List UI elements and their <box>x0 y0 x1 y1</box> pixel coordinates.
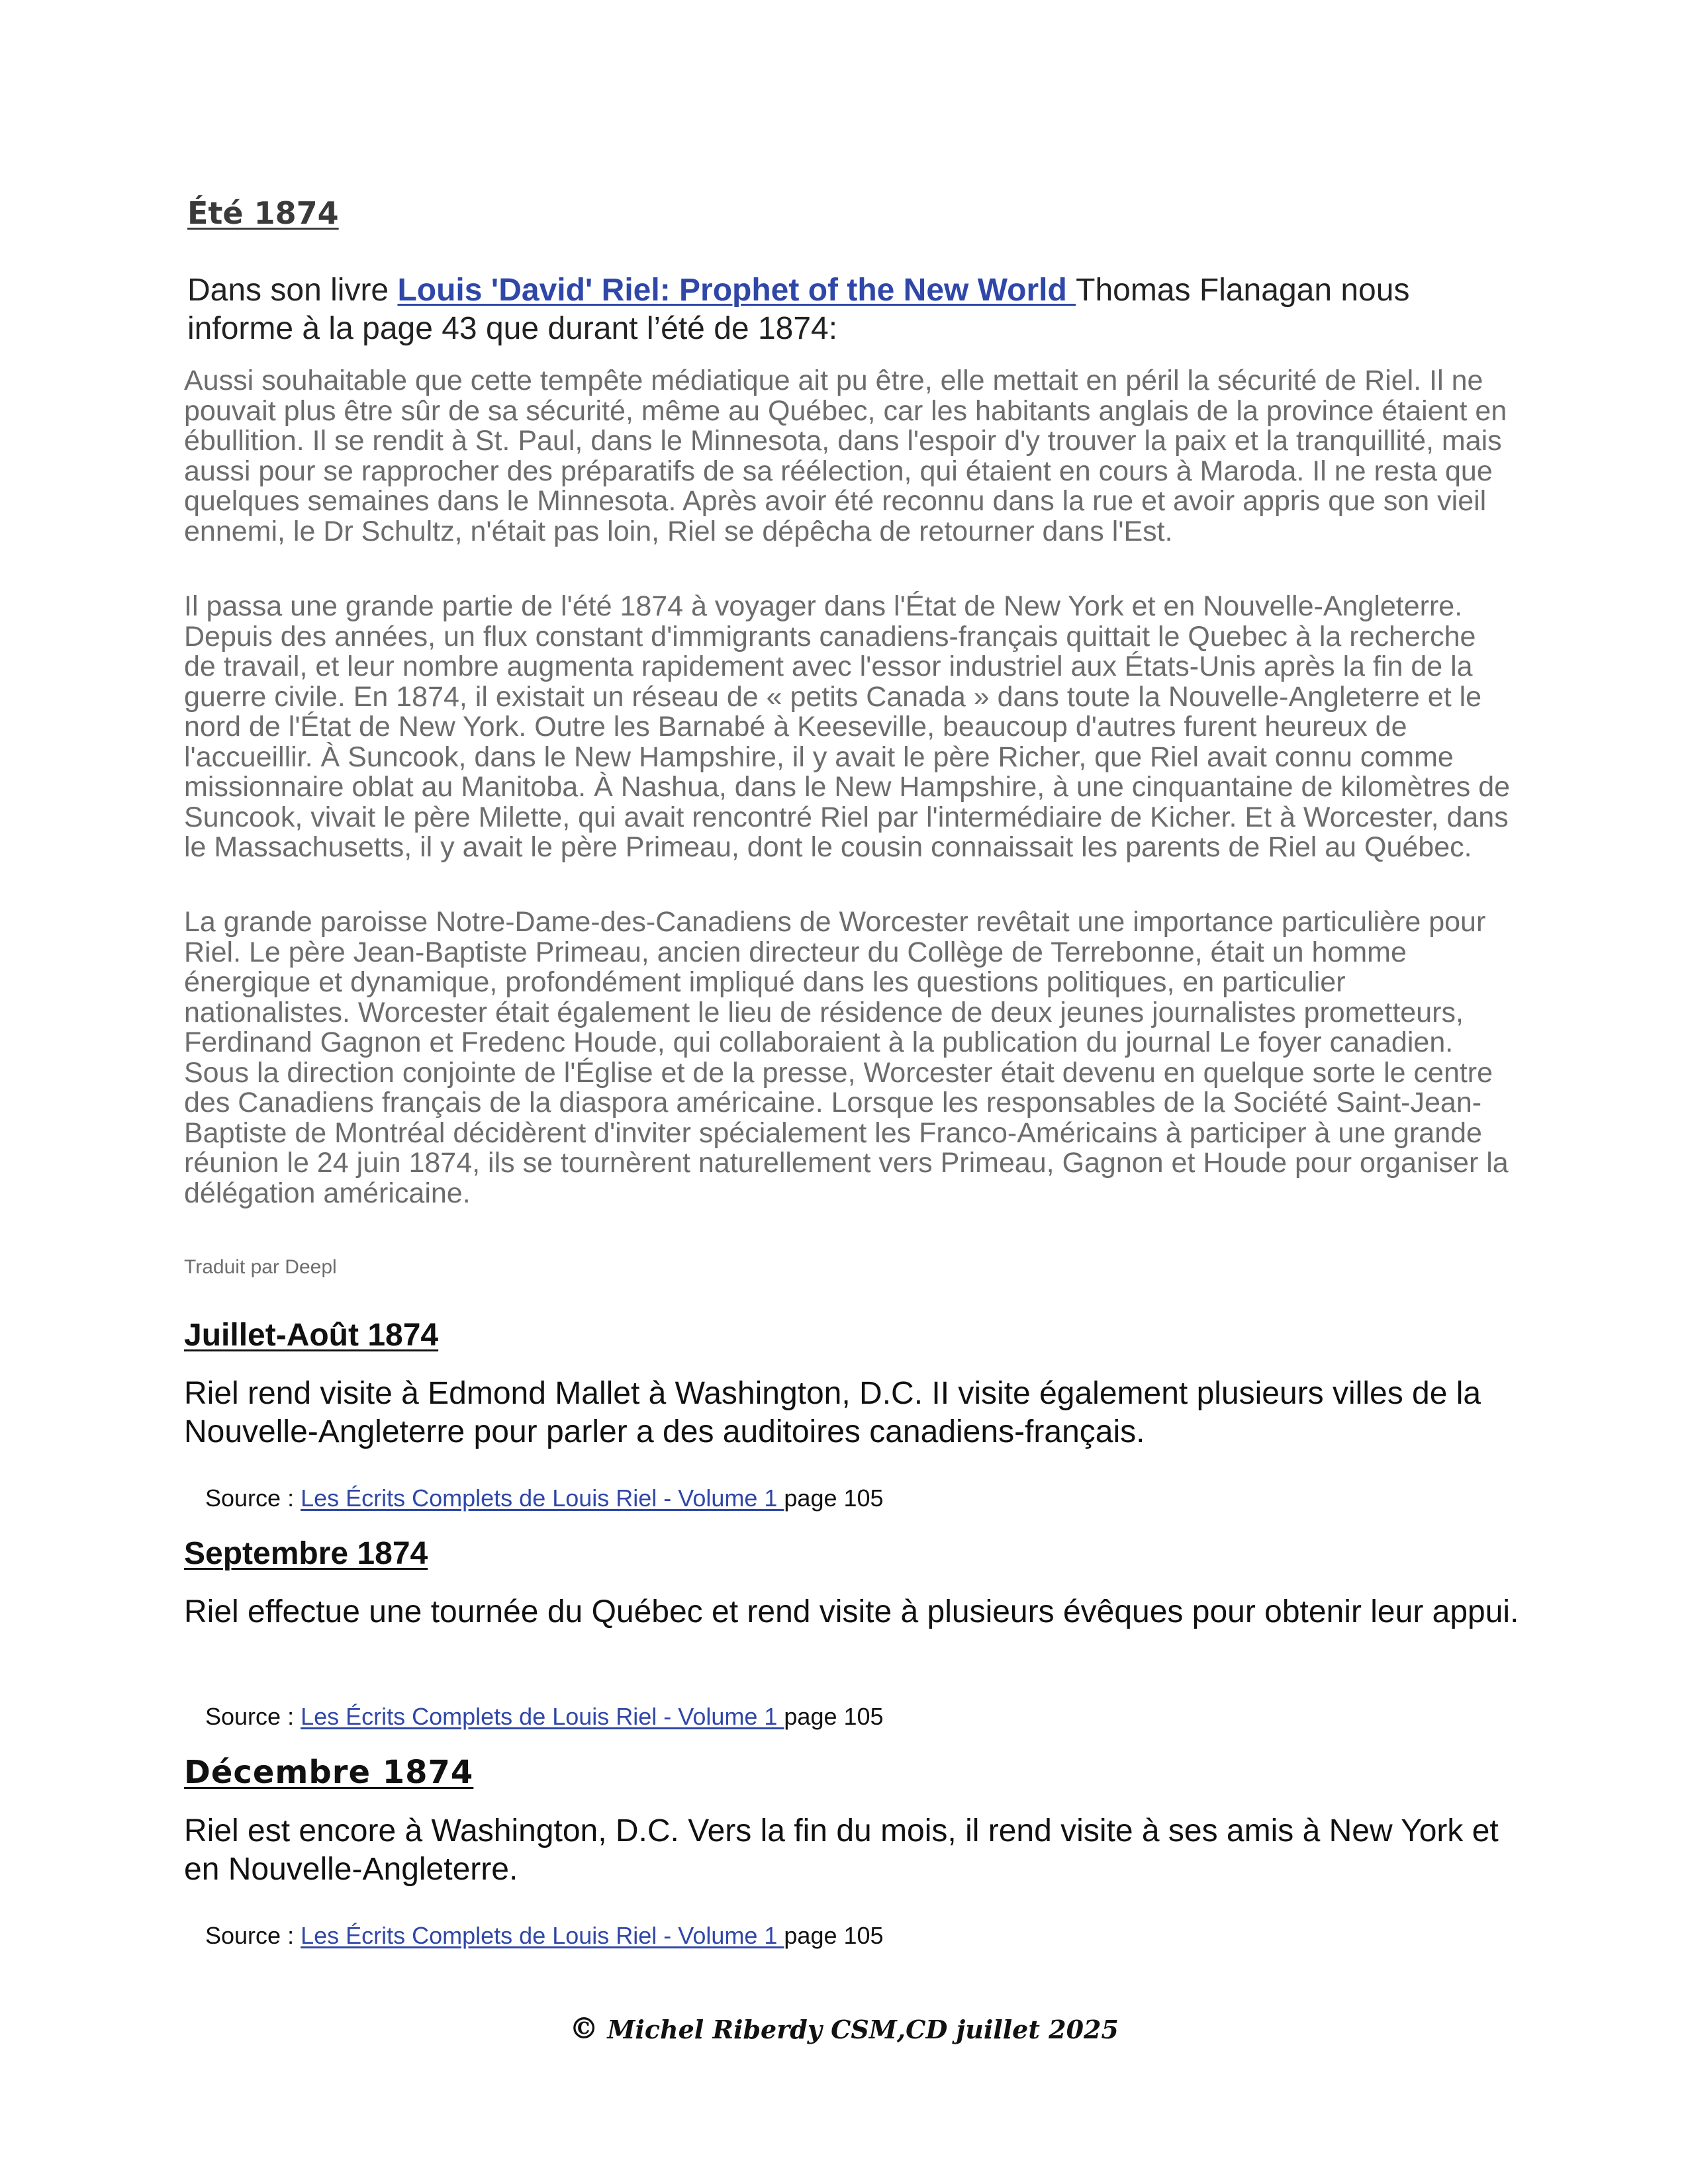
source-label: Source : <box>205 1484 301 1512</box>
translation-credit: Traduit par Deepl <box>184 1256 337 1278</box>
book-link[interactable]: Louis 'David' Riel: Prophet of the New World <box>397 273 1076 308</box>
quote-block-3 <box>184 907 1541 1208</box>
summer-intro <box>187 271 1485 348</box>
source-link[interactable]: Les Écrits Complets de Louis Riel - Volume 1 <box>301 1703 784 1730</box>
entry-heading: Juillet-Août 1874 <box>184 1318 439 1353</box>
entry-september-source <box>184 1703 1541 1731</box>
quote-paragraph: Il passa une grande partie de l'été 1874 à voyager dans l'État de New York et en Nouvelle-Angleterre. Depuis des années, un flux constant d'immigrants canadiens-français quittait le Quebec à la recherche de travail, et leur nombre augmenta rapidement avec l'essor industriel aux États-Unis après la fin de la guerre civile. En 1874, il existait un réseau de « petits Canada » dans toute la Nouvelle-Angleterre et le nord de l'État de New York. Outre les Barnabé à Keeseville, beaucoup d'autres furent heureux de l'accueillir. À Suncook, dans le New Hampshire, il y avait le père Richer, que Riel avait connu comme missionnaire oblat au Manitoba. À Nashua, dans le New Hampshire, à une cinquantaine de kilomètres de Suncook, vivait le père Milette, qui avait rencontré Riel par l'intermédiaire de Kicher. Et à Worcester, dans le Massachusetts, il y avait le père Primeau, dont le cousin connaissait les parents de Riel au Québec. <box>184 590 1511 863</box>
credit-block <box>184 1256 1541 1279</box>
entry-july-august-text-block <box>184 1375 1541 1451</box>
entry-december <box>184 1754 1541 1791</box>
intro-before: Dans son livre <box>187 273 398 308</box>
source-page: page 105 <box>784 1703 884 1730</box>
intro-after: Thomas Flanagan nous informe à la page 43 que durant l’été de 1874: <box>187 273 1410 346</box>
copyright-symbol: © <box>569 2012 599 2046</box>
quote-paragraph: Aussi souhaitable que cette tempête médiatique ait pu être, elle mettait en péril la sécurité de Riel. Il ne pouvait plus être sûr de sa sécurité, même au Québec, car les habitants anglais de la province étaient en ébullition. Il se rendit à St. Paul, dans le Minnesota, dans l'espoir d'y trouver la paix et la tranquillité, mais aussi pour se rapprocher des préparatifs de sa réélection, qui étaient en cours à Maroda. Il ne resta que quelques semaines dans le Minnesota. Après avoir été reconnu dans la rue et avoir appris que son vieil ennemi, le Dr Schultz, n'était pas loin, Riel se dépêcha de retourner dans l'Est. <box>184 365 1507 547</box>
summer-heading: Été 1874 <box>187 195 339 231</box>
quote-paragraph: La grande paroisse Notre-Dame-des-Canadiens de Worcester revêtait une importance particulière pour Riel. Le père Jean-Baptiste Primeau, ancien directeur du Collège de Terrebonne, était un homme énergique et dynamique, profondément impliqué dans les questions politiques, en particulier nationalistes. Worcester était également le lieu de résidence de deux jeunes journalistes prometteurs, Ferdinand Gagnon et Fredenc Houde, qui collaboraient à la publication du journal Le foyer canadien. Sous la direction conjointe de l'Église et de la presse, Worcester était devenu en quelque sorte le centre des Canadiens français de la diaspora américaine. Lorsque les responsables de la Société Saint-Jean-Baptiste de Montréal décidèrent d'inviter spécialement les Franco-Américains à participer à une grande réunion le 24 juin 1874, ils se tournèrent naturellement vers Primeau, Gagnon et Houde pour organiser la délégation américaine. <box>184 906 1509 1209</box>
entry-text: Riel effectue une tournée du Québec et rend visite à plusieurs évêques pour obtenir leur appui. <box>184 1594 1519 1629</box>
entry-september <box>184 1535 1541 1572</box>
entry-july-august-source <box>184 1484 1541 1512</box>
quote-block-2 <box>184 592 1541 863</box>
entry-december-source <box>184 1922 1541 1950</box>
source-label: Source : <box>205 1703 301 1730</box>
footer-text: Michel Riberdy CSM,CD juillet 2025 <box>598 2015 1119 2044</box>
footer-signature <box>0 2012 1688 2046</box>
entry-july-august <box>184 1317 1541 1353</box>
entry-text: Riel est encore à Washington, D.C. Vers la fin du mois, il rend visite à ses amis à New York et en Nouvelle-Angleterre. <box>184 1813 1499 1887</box>
entry-text: Riel rend visite à Edmond Mallet à Washington, D.C. II visite également plusieurs villes de la Nouvelle-Angleterre pour parler a des auditoires canadiens-français. <box>184 1376 1481 1449</box>
entry-december-text-block <box>184 1812 1541 1889</box>
source-label: Source : <box>205 1922 301 1949</box>
entry-heading: Septembre 1874 <box>184 1536 428 1571</box>
source-link[interactable]: Les Écrits Complets de Louis Riel - Volume 1 <box>301 1484 784 1512</box>
summer-intro-block <box>187 271 1544 348</box>
source-page: page 105 <box>784 1922 884 1949</box>
source-page: page 105 <box>784 1484 884 1512</box>
source-line <box>184 1484 1541 1512</box>
source-line <box>184 1703 1541 1731</box>
entry-heading: Décembre 1874 <box>184 1754 474 1791</box>
summer-heading-block <box>187 195 1544 231</box>
quote-block-1 <box>184 366 1541 547</box>
entry-september-text-block <box>184 1593 1541 1631</box>
source-line <box>184 1922 1541 1950</box>
source-link[interactable]: Les Écrits Complets de Louis Riel - Volume 1 <box>301 1922 784 1949</box>
